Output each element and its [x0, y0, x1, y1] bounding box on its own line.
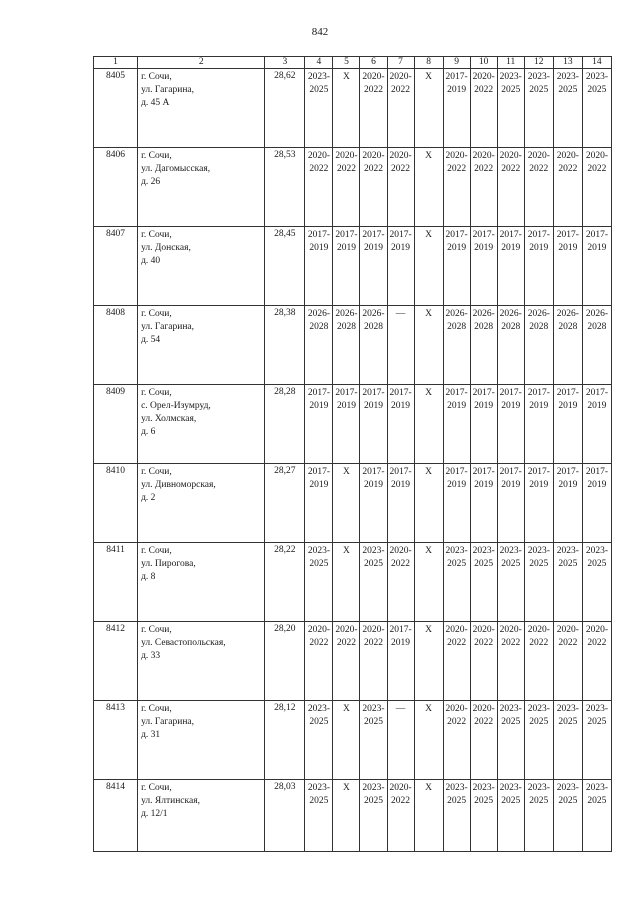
address-cell	[138, 701, 265, 780]
period-cell: 2017- 2019	[360, 464, 387, 543]
period-cell: 2017- 2019	[470, 385, 497, 464]
table-row	[94, 464, 612, 543]
period-cell: 2026- 2028	[497, 306, 524, 385]
address-line: д. 2	[141, 493, 156, 503]
period-cell: 2023- 2025	[553, 69, 582, 148]
address-line: ул. Гагарина,	[141, 717, 194, 727]
table-row	[94, 701, 612, 780]
period-cell: 2017- 2019	[305, 464, 333, 543]
period-cell: 2017- 2019	[497, 227, 524, 306]
address-cell	[138, 69, 265, 148]
period-cell: 2023- 2025	[582, 701, 611, 780]
address-line: г. Сочи,	[141, 625, 172, 635]
period-cell: 2023- 2025	[497, 543, 524, 622]
period-cell: 2023- 2025	[360, 543, 387, 622]
period-cell: 2020- 2022	[553, 622, 582, 701]
area-cell: 28,38	[265, 306, 305, 385]
address-cell	[138, 543, 265, 622]
row-number: 8406	[94, 148, 138, 227]
period-cell: X	[414, 227, 443, 306]
row-number: 8410	[94, 464, 138, 543]
column-header: 11	[497, 57, 524, 69]
period-cell: 2020- 2022	[387, 148, 414, 227]
period-cell: 2017- 2019	[443, 227, 470, 306]
period-cell: 2017- 2019	[582, 385, 611, 464]
period-cell: 2026- 2028	[443, 306, 470, 385]
period-cell: 2020- 2022	[470, 69, 497, 148]
column-header: 2	[138, 57, 265, 69]
period-cell: 2017- 2019	[524, 464, 553, 543]
address-line: г. Сочи,	[141, 783, 172, 793]
period-cell: 2017- 2019	[470, 227, 497, 306]
period-cell: 2017- 2019	[553, 464, 582, 543]
period-cell: 2023- 2025	[305, 780, 333, 852]
column-header: 8	[414, 57, 443, 69]
period-cell: 2023- 2025	[497, 69, 524, 148]
period-cell: 2017- 2019	[333, 227, 360, 306]
period-cell: 2026- 2028	[305, 306, 333, 385]
area-cell: 28,22	[265, 543, 305, 622]
period-cell: 2023- 2025	[497, 701, 524, 780]
area-cell: 28,28	[265, 385, 305, 464]
period-cell: 2020- 2022	[524, 148, 553, 227]
row-number: 8414	[94, 780, 138, 852]
address-line: ул. Пирогова,	[141, 559, 196, 569]
page-number: 842	[311, 26, 329, 38]
address-line: г. Сочи,	[141, 72, 172, 82]
period-cell: 2020- 2022	[333, 622, 360, 701]
period-cell: 2017- 2019	[387, 385, 414, 464]
address-line: д. 26	[141, 177, 161, 187]
row-number: 8409	[94, 385, 138, 464]
period-cell: 2020- 2022	[470, 622, 497, 701]
column-header: 9	[443, 57, 470, 69]
period-cell: 2023- 2025	[582, 543, 611, 622]
table-row	[94, 385, 612, 464]
row-number: 8408	[94, 306, 138, 385]
address-cell	[138, 385, 265, 464]
period-cell: 2026- 2028	[524, 306, 553, 385]
period-cell: 2020- 2022	[470, 701, 497, 780]
period-cell: 2017- 2019	[497, 385, 524, 464]
period-cell: 2023- 2025	[553, 543, 582, 622]
period-cell: 2017- 2019	[360, 385, 387, 464]
column-header: 7	[387, 57, 414, 69]
period-cell: 2023- 2025	[360, 780, 387, 852]
address-line: ул. Донская,	[141, 243, 191, 253]
period-cell: 2023- 2025	[524, 543, 553, 622]
address-line: г. Сочи,	[141, 467, 172, 477]
table-row	[94, 780, 612, 852]
address-cell	[138, 622, 265, 701]
address-line: д. 54	[141, 335, 161, 345]
area-cell: 28,27	[265, 464, 305, 543]
period-cell: 2023- 2025	[443, 543, 470, 622]
address-line: д. 33	[141, 651, 161, 661]
period-cell: 2020- 2022	[497, 622, 524, 701]
address-line: ул. Севастопольская,	[141, 638, 226, 648]
row-number: 8411	[94, 543, 138, 622]
address-line: ул. Дагомысская,	[141, 164, 211, 174]
table-body	[94, 69, 612, 852]
period-cell: X	[333, 780, 360, 852]
period-cell: X	[414, 385, 443, 464]
address-line: ул. Гагарина,	[141, 322, 194, 332]
address-line: д. 8	[141, 572, 156, 582]
period-cell: X	[414, 622, 443, 701]
table-row	[94, 543, 612, 622]
address-cell	[138, 306, 265, 385]
period-cell: 2017- 2019	[582, 464, 611, 543]
period-cell: 2026- 2028	[360, 306, 387, 385]
table-row	[94, 69, 612, 148]
address-line: д. 12/1	[141, 809, 168, 819]
period-cell: 2017- 2019	[443, 464, 470, 543]
area-cell: 28,45	[265, 227, 305, 306]
period-cell: 2026- 2028	[333, 306, 360, 385]
period-cell: 2017- 2019	[443, 69, 470, 148]
address-line: г. Сочи,	[141, 151, 172, 161]
period-cell: 2023- 2025	[470, 543, 497, 622]
table-row	[94, 227, 612, 306]
period-cell: 2023- 2025	[582, 69, 611, 148]
period-cell: 2023- 2025	[524, 701, 553, 780]
address-line: ул. Дивноморская,	[141, 480, 216, 490]
period-cell: X	[414, 464, 443, 543]
period-cell: X	[414, 69, 443, 148]
area-cell: 28,03	[265, 780, 305, 852]
period-cell: 2023- 2025	[524, 69, 553, 148]
row-number: 8412	[94, 622, 138, 701]
period-cell: 2017- 2019	[524, 385, 553, 464]
table-row	[94, 622, 612, 701]
address-line: г. Сочи,	[141, 388, 172, 398]
column-header: 6	[360, 57, 387, 69]
period-cell: 2017- 2019	[553, 385, 582, 464]
period-cell: X	[414, 543, 443, 622]
period-cell: 2017- 2019	[305, 227, 333, 306]
period-cell: X	[414, 780, 443, 852]
period-cell: 2020- 2022	[387, 780, 414, 852]
period-cell: 2023- 2025	[553, 780, 582, 852]
period-cell: —	[387, 306, 414, 385]
period-cell: 2020- 2022	[553, 148, 582, 227]
period-cell: X	[333, 69, 360, 148]
period-cell: X	[333, 464, 360, 543]
period-cell: 2023- 2025	[305, 701, 333, 780]
period-cell: X	[414, 148, 443, 227]
period-cell: 2017- 2019	[305, 385, 333, 464]
column-header: 13	[553, 57, 582, 69]
period-cell: 2023- 2025	[305, 543, 333, 622]
area-cell: 28,20	[265, 622, 305, 701]
period-cell: 2020- 2022	[582, 622, 611, 701]
period-cell: 2023- 2025	[524, 780, 553, 852]
address-line: ул. Холмская,	[141, 414, 197, 424]
address-line: г. Сочи,	[141, 309, 172, 319]
period-cell: X	[333, 701, 360, 780]
period-cell: 2020- 2022	[360, 69, 387, 148]
period-cell: 2017- 2019	[470, 464, 497, 543]
period-cell: 2017- 2019	[524, 227, 553, 306]
period-cell: 2020- 2022	[582, 148, 611, 227]
period-cell: 2017- 2019	[360, 227, 387, 306]
table-row	[94, 306, 612, 385]
period-cell: 2020- 2022	[360, 148, 387, 227]
period-cell: 2023- 2025	[470, 780, 497, 852]
period-cell: 2020- 2022	[305, 148, 333, 227]
area-cell: 28,12	[265, 701, 305, 780]
period-cell: 2017- 2019	[387, 622, 414, 701]
address-line: д. 45 А	[141, 98, 170, 108]
row-number: 8405	[94, 69, 138, 148]
period-cell: 2017- 2019	[497, 464, 524, 543]
period-cell: 2020- 2022	[443, 701, 470, 780]
period-cell: —	[387, 701, 414, 780]
column-header: 3	[265, 57, 305, 69]
table-row	[94, 148, 612, 227]
period-cell: 2017- 2019	[387, 464, 414, 543]
address-cell	[138, 464, 265, 543]
address-line: ул. Ялтинская,	[141, 796, 200, 806]
address-line: ул. Гагарина,	[141, 85, 194, 95]
period-cell: 2026- 2028	[582, 306, 611, 385]
address-cell	[138, 148, 265, 227]
period-cell: 2020- 2022	[524, 622, 553, 701]
column-header: 4	[305, 57, 333, 69]
period-cell: 2017- 2019	[443, 385, 470, 464]
address-line: с. Орел-Изумруд,	[141, 401, 211, 411]
row-number: 8407	[94, 227, 138, 306]
row-number: 8413	[94, 701, 138, 780]
period-cell: 2020- 2022	[443, 622, 470, 701]
address-cell	[138, 227, 265, 306]
period-cell: 2023- 2025	[497, 780, 524, 852]
period-cell: 2026- 2028	[553, 306, 582, 385]
address-line: д. 31	[141, 730, 161, 740]
period-cell: 2020- 2022	[443, 148, 470, 227]
period-cell: 2023- 2025	[443, 780, 470, 852]
address-line: г. Сочи,	[141, 546, 172, 556]
period-cell: 2020- 2022	[387, 543, 414, 622]
address-cell	[138, 780, 265, 852]
period-cell: X	[414, 306, 443, 385]
period-cell: 2020- 2022	[387, 69, 414, 148]
period-cell: X	[414, 701, 443, 780]
period-cell: 2020- 2022	[333, 148, 360, 227]
period-cell: 2020- 2022	[470, 148, 497, 227]
area-cell: 28,53	[265, 148, 305, 227]
period-cell: 2017- 2019	[553, 227, 582, 306]
column-header: 14	[582, 57, 611, 69]
period-cell: 2023- 2025	[305, 69, 333, 148]
period-cell: X	[333, 543, 360, 622]
column-header: 10	[470, 57, 497, 69]
period-cell: 2023- 2025	[553, 701, 582, 780]
header-row	[94, 57, 612, 69]
column-header: 1	[94, 57, 138, 69]
period-cell: 2017- 2019	[582, 227, 611, 306]
period-cell: 2026- 2028	[470, 306, 497, 385]
address-line: д. 40	[141, 256, 161, 266]
address-line: г. Сочи,	[141, 704, 172, 714]
period-cell: 2023- 2025	[360, 701, 387, 780]
address-line: г. Сочи,	[141, 230, 172, 240]
period-cell: 2020- 2022	[360, 622, 387, 701]
address-line: д. 6	[141, 427, 156, 437]
column-header: 12	[524, 57, 553, 69]
period-cell: 2017- 2019	[333, 385, 360, 464]
column-header: 5	[333, 57, 360, 69]
period-cell: 2017- 2019	[387, 227, 414, 306]
period-cell: 2023- 2025	[582, 780, 611, 852]
area-cell: 28,62	[265, 69, 305, 148]
period-cell: 2020- 2022	[497, 148, 524, 227]
register-table	[93, 56, 612, 852]
period-cell: 2020- 2022	[305, 622, 333, 701]
